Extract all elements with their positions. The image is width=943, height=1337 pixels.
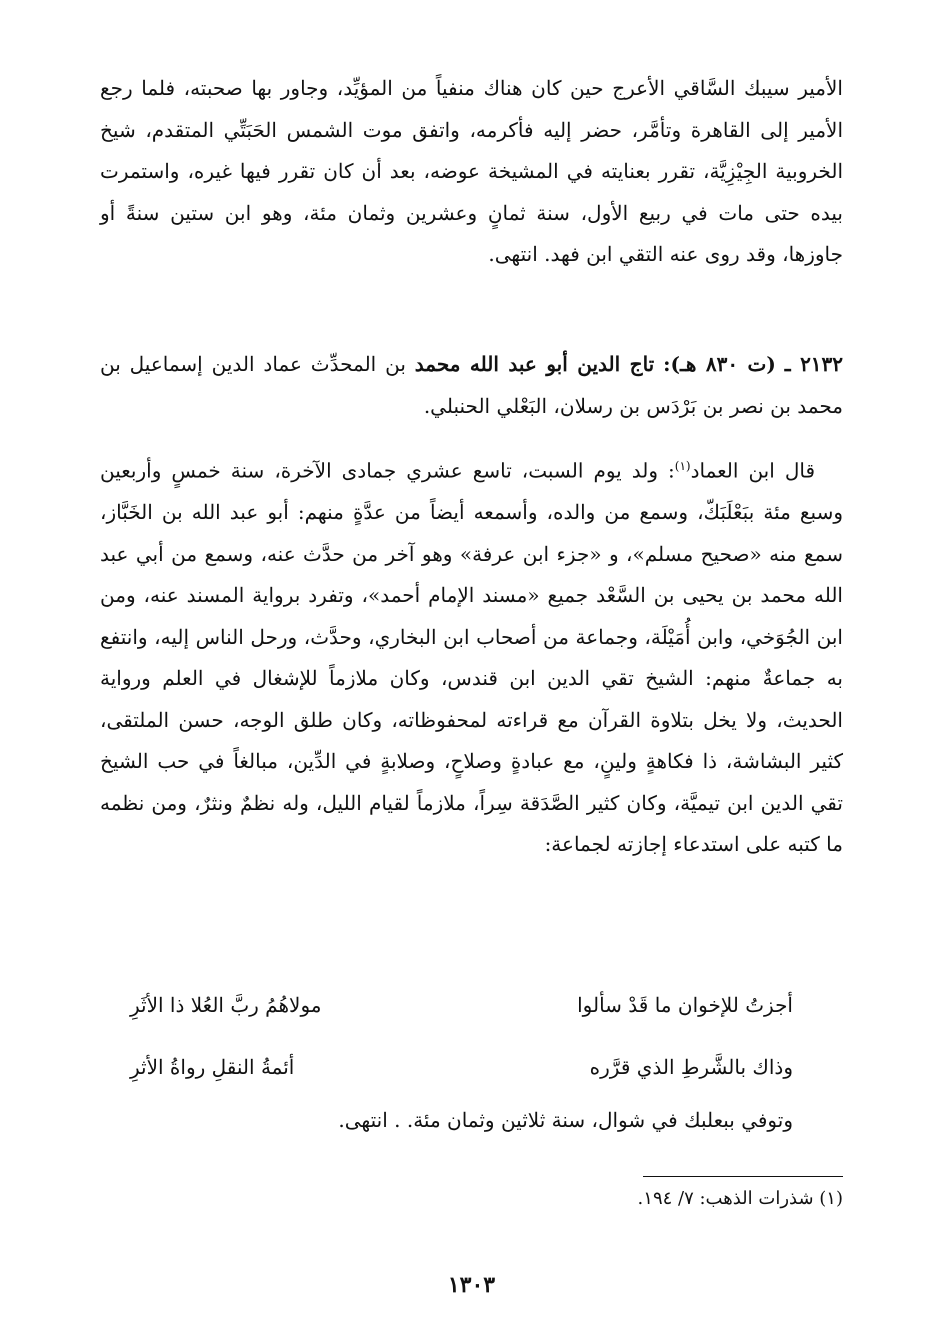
biography-text: : ولد يوم السبت، تاسع عشري جمادى الآخرة، سنة خمسٍ وأربعين وسبع مئة ببَعْلَبَكّ، وسمع من والده، وأسمعه أيضاً من عدَّةٍ منهم: أبو عبد الله بن الخَبَّاز، سمع منه «صحيح مسلم»، و «جزء ابن عرفة» وهو آخر من حدَّث عنه، وسمع من أبي عبد الله محمد بن يحيى بن السَّعْد جميع «مسند الإمام أحمد»، وتفرد برواية المسند عنه، ومن ابن الجُوَخي، وابن أُمَيْلَة، وجماعة من أصحاب ابن البخاري، وحدَّث، ورحل الناس إليه، وانتفع به جماعةٌ منهم: الشيخ تقي الدين ابن قندس، وكان ملازماً للإشغال في العلم ورواية الحديث، ولا يخل بتلاوة القرآن مع قراءته لمحفوظاته، وكان طلق الوجه، حسن الملتقى، كثير البشاشة، ذا فكاهةٍ ولينٍ، مع عبادةٍ وصلاحٍ، وصلابةٍ في الدِّين، مبالغاً في حب الشيخ تقي الدين ابن تيميَّة، وكان كثير الصَّدَقة سِراً، ملازماً لقيام الليل، وله نظمٌ ونثرٌ، ومن نظمه ما كتبه على استدعاء إجازته لجماعة: (100, 458, 843, 857)
footnote-divider (643, 1176, 843, 1177)
verse-first-hemistich: أجزتُ للإخوان ما قَدْ سألوا (577, 993, 793, 1017)
page-number: ١٣٠٣ (447, 1272, 496, 1298)
entry-number: ٢١٣٢ ـ (784, 352, 844, 376)
entry-name: تاج الدين أبو عبد الله محمد (414, 352, 655, 376)
biography-entry-heading (100, 344, 843, 427)
footnote-reference: (١) (674, 459, 691, 473)
poem-verse (130, 1036, 793, 1098)
entry-death-date: (ت ٨٣٠ هـ): (663, 352, 776, 376)
closing-line: وتوفي ببعلبك في شوال، سنة ثلاثين وثمان مئة. . انتهى. (338, 1108, 793, 1132)
biography-paragraph (100, 446, 843, 866)
paragraph-continuation: الأمير سيبك السَّاقي الأعرج حين كان هناك منفياً من المؤيِّد، وجاور بها صحبته، فلما رجع الأمير إلى القاهرة وتأمَّر، حضر إليه فأكرمه، واتفق موت الشمس الحَبَتِّي المتقدم، شيخ الخروبية الجِيْزِيَّة، تقرر بعنايته في المشيخة عوضه، بعد أن كان تقرر فيها غيره، واستمرت بيده حتى مات في ربيع الأول، سنة ثمانٍ وعشرين وثمان مئة، وهو ابن ستين سنةً أو جاوزها، وقد روى عنه التقي ابن فهد. انتهى. (100, 76, 843, 266)
footnote: (١) شذرات الذهب: ٧/ ١٩٤. (637, 1188, 843, 1209)
verse-first-hemistich: وذاك بالشَّرطِ الذي قرَّره (589, 1055, 793, 1079)
verse-second-hemistich: مولاهُمُ ربَّ العُلا ذا الأثَرِ (130, 993, 322, 1017)
poem (130, 974, 793, 1098)
poem-verse (130, 974, 793, 1036)
entry-lineage: بن المحدِّث عماد الدين إسماعيل بن محمد بن نصر بن بَرْدَس بن رسلان، البَعْلي الحنبلي. (100, 352, 843, 418)
verse-second-hemistich: أئمةُ النقلِ رواةُ الأثرِ (130, 1055, 295, 1079)
quote-source: قال ابن العماد (690, 458, 816, 483)
